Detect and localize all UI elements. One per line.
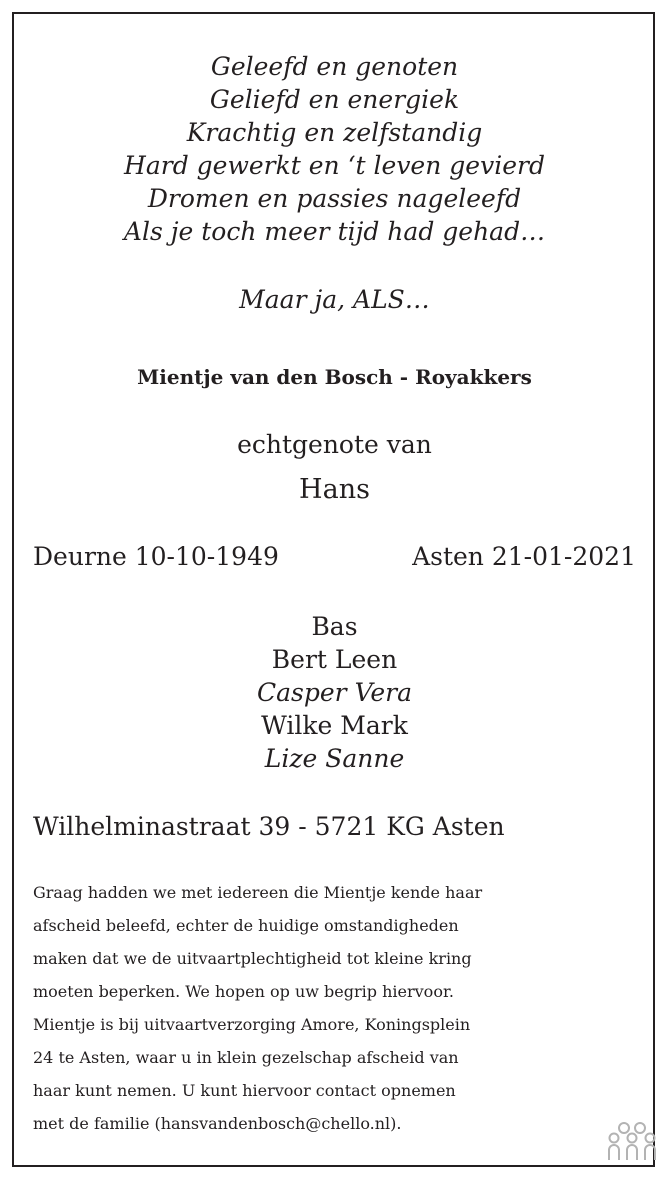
poem-line: Geleefd en genoten xyxy=(210,52,459,81)
birth-place-date: Deurne 10-10-1949 xyxy=(33,542,279,571)
death-place-date: Asten 21-01-2021 xyxy=(412,542,636,571)
family-member: Casper Vera xyxy=(257,678,412,707)
spouse-name: Hans xyxy=(299,474,370,505)
people-group-icon xyxy=(607,1119,657,1163)
message-line: Mientje is bij uitvaartverzorging Amore, Koningsplein xyxy=(33,1015,471,1034)
deceased-name: Mientje van den Bosch - Royakkers xyxy=(137,365,532,389)
poem-line: Krachtig en zelfstandig xyxy=(186,118,483,147)
message-line: 24 te Asten, waar u in klein gezelschap afscheid van xyxy=(33,1048,459,1067)
address: Wilhelminastraat 39 - 5721 KG Asten xyxy=(33,812,505,841)
poem-line: Hard gewerkt en ‘t leven gevierd xyxy=(124,151,545,180)
message-line: maken dat we de uitvaartplechtigheid tot kleine kring xyxy=(33,949,472,968)
message xyxy=(33,876,643,1140)
poem-line: Als je toch meer tijd had gehad… xyxy=(123,217,546,246)
family-member: Bert Leen xyxy=(271,645,398,674)
family-member: Wilke Mark xyxy=(261,711,408,740)
poem-line: Geliefd en energiek xyxy=(209,85,460,114)
poem-closing: Maar ja, ALS… xyxy=(239,285,430,314)
poem-line: Dromen en passies nageleefd xyxy=(147,184,522,213)
message-line: haar kunt nemen. U kunt hiervoor contact opnemen xyxy=(33,1081,456,1100)
relation-text: echtgenote van xyxy=(237,430,432,459)
family-list xyxy=(0,610,669,775)
message-line: afscheid beleefd, echter de huidige omstandigheden xyxy=(33,916,459,935)
message-line: moeten beperken. We hopen op uw begrip hiervoor. xyxy=(33,982,454,1001)
poem xyxy=(0,50,669,248)
family-member: Lize Sanne xyxy=(264,744,405,773)
family-member: Bas xyxy=(311,612,358,641)
message-line: Graag hadden we met iedereen die Mientje kende haar xyxy=(33,883,483,902)
message-line: met de familie (hansvandenbosch@chello.nl). xyxy=(33,1114,402,1133)
